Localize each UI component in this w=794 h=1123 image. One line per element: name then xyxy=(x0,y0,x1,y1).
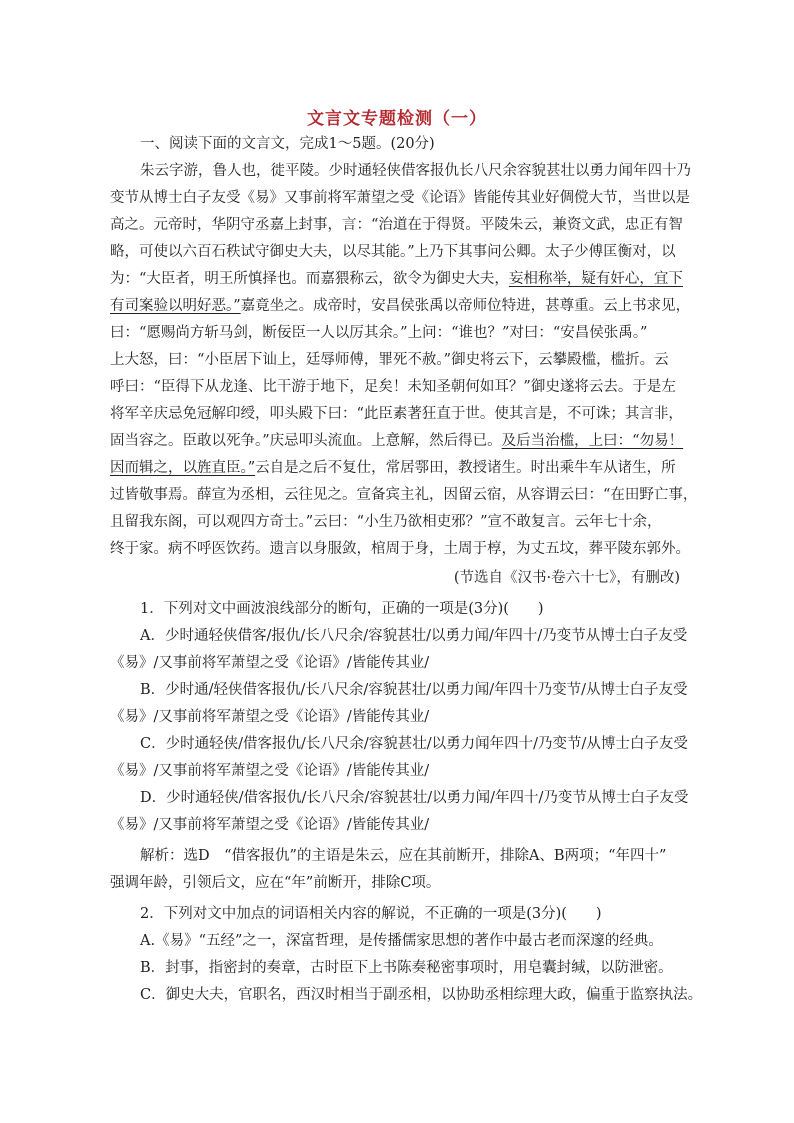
passage-line: 过皆敬事焉。薛宣为丞相，云往见之。宣备宾主礼，因留云宿，从容谓云曰：“在田野亡事， xyxy=(110,487,698,503)
question-2-stem: 2．下列对文中加点的词语相关内容的解说，不正确的一项是(3分)( ) xyxy=(140,906,602,922)
passage-line: 且留我东阁，可以观四方奇士。”云曰：“小生乃欲相吏邪？”宣不敢复言。云年七十余， xyxy=(110,514,662,530)
passage-line: 朱云字游，鲁人也，徙平陵。少时通轻侠借客报仇长八尺余容貌甚壮以勇力闻年四十乃 xyxy=(140,163,691,179)
underlined-text: 因而辑之，以旌直臣。” xyxy=(110,460,256,476)
question-1-option-c: C．少时通轻侠/借客报仇/长八尺余/容貌甚壮/以勇力闻年四十/乃变节/从博士白子友受 xyxy=(140,736,688,752)
passage-line xyxy=(110,430,684,452)
passage-line: 高之。元帝时，华阴守丞嘉上封事，言：“治道在于得贤。平陵朱云，兼资文武，忠正有智 xyxy=(110,217,683,233)
question-2-option-b: B．封事，指密封的奏章，古时臣下上书陈奏秘密事项时，用皂囊封缄，以防泄密。 xyxy=(140,960,673,976)
page-title: 文言文专题检测（一） xyxy=(307,109,487,129)
question-2-option-a: A.《易》“五经”之一，深富哲理，是传播儒家思想的著作中最古老而深邃的经典。 xyxy=(140,933,663,949)
question-1-option-d: D．少时通轻侠/借客报仇/长八尺余/容貌甚壮/以勇力闻/年四十/乃变节从博士白子友受 xyxy=(140,790,689,806)
passage-line xyxy=(110,268,683,290)
passage-text: 云自是之后不复仕，常居鄠田，教授诸生。时出乘牛车从诸生，所 xyxy=(255,460,676,476)
question-1-option-d-cont: 《易》/又事前将军萧望之受《论语》/皆能传其业/ xyxy=(110,817,430,833)
question-1-analysis-cont: 强调年龄，引领后文，应在“年”前断开，排除C项。 xyxy=(110,875,441,891)
question-1-stem: 1．下列对文中画波浪线部分的断句，正确的一项是(3分)( ) xyxy=(140,601,544,617)
underlined-text: 及后当治槛，上曰：“勿易！ xyxy=(501,433,684,449)
passage-line: 呼曰：“臣得下从龙逢、比干游于地下，足矣！未知圣朝何如耳？”御史遂将云去。于是左 xyxy=(110,379,676,395)
question-1-option-c-cont: 《易》/又事前将军萧望之受《论语》/皆能传其业/ xyxy=(110,763,430,779)
underlined-text: 妄相称举，疑有奸心，宜下 xyxy=(508,271,683,287)
passage-line xyxy=(110,457,680,479)
question-2-option-c: C．御史大夫，官职名，西汉时相当于副丞相，以协助丞相综理大政，偏重于监察执法。 xyxy=(140,987,703,1003)
question-1-option-b: B．少时通/轻侠借客报仇/长八尺余/容貌甚壮/以勇力闻/年四十乃变节/从博士白子友受 xyxy=(140,682,688,698)
section-heading: 一、阅读下面的文言文，完成1～5题。(20分) xyxy=(140,136,435,152)
underlined-text: 有司案验以明好恶。” xyxy=(110,298,241,314)
passage-line: 略，可使以六百石秩试守御史大夫，以尽其能。”上乃下其事问公卿。太子少傅匡衡对，以 xyxy=(110,244,676,260)
passage-line: 变节从博士白子友受《易》又事前将军萧望之受《论语》皆能传其业好倜傥大节，当世以是 xyxy=(110,190,690,206)
question-1-option-b-cont: 《易》/又事前将军萧望之受《论语》/皆能传其业/ xyxy=(110,709,430,725)
passage-text: 固当容之。臣敢以死争。”庆忌叩头流血。上意解，然后得已。 xyxy=(110,433,502,449)
passage-line: 将军辛庆忌免冠解印绶，叩头殿下曰：“此臣素著狂直于世。使其言是，不可诛；其言非， xyxy=(110,406,683,422)
passage-line: 曰：“愿赐尚方斩马剑，断佞臣一人以厉其余。”上问：“谁也？”对曰：“安昌侯张禹。” xyxy=(110,325,648,341)
passage-line: 上大怒，曰：“小臣居下讪上，廷辱师傅，罪死不赦。”御史将云下，云攀殿槛，槛折。云 xyxy=(110,352,669,368)
passage-text: 为：“大臣者，明王所慎择也。而嘉猥称云，欲令为御史大夫， xyxy=(110,271,509,287)
question-1-option-a-cont: 《易》/又事前将军萧望之受《论语》/皆能传其业/ xyxy=(110,655,430,671)
passage-line xyxy=(110,295,691,317)
question-1-analysis: 解析：选D “借客报仇”的主语是朱云，应在其前断开，排除A、B两项；“年四十” xyxy=(140,848,667,864)
source-citation: (节选自《汉书·卷六十七》，有删改) xyxy=(453,570,680,586)
passage-line: 终于家。病不呼医饮药。遗言以身服敛，棺周于身，土周于椁，为丈五坟，葬平陵东郭外。 xyxy=(110,541,690,557)
passage-text: 嘉竟坐之。成帝时，安昌侯张禹以帝师位特进，甚尊重。云上书求见， xyxy=(240,298,691,314)
question-1-option-a: A．少时通轻侠借客/报仇/长八尺余/容貌甚壮/以勇力闻/年四十/乃变节从博士白子友受 xyxy=(140,628,688,644)
